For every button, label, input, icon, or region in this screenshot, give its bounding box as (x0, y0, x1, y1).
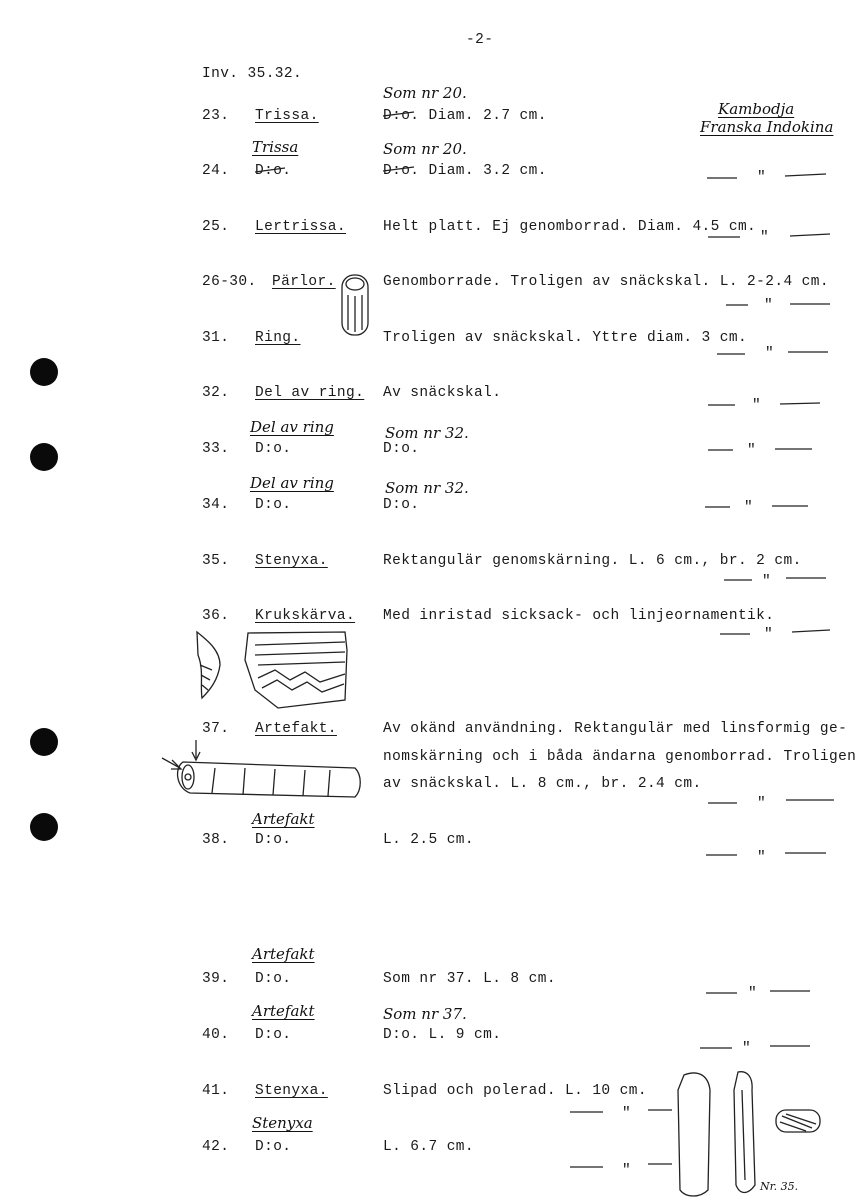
handwritten-desc: Som nr 20. (383, 140, 467, 158)
handwritten-name: Del av ring (250, 418, 334, 436)
entry-number: 35. (202, 553, 230, 569)
ditto-mark: " (622, 1163, 632, 1179)
handwritten-desc: Som nr 32. (385, 424, 469, 442)
entry-name: Artefakt. (255, 721, 337, 737)
entry-name: Krukskärva. (255, 608, 356, 624)
entry-name: D:o. (255, 497, 292, 513)
entry-desc: D:o. Diam. 2.7 cm. (383, 108, 547, 124)
entry-name: D:o. (255, 163, 292, 179)
entry-desc: L. 6.7 cm. (383, 1139, 475, 1155)
handwritten-name: Del av ring (250, 474, 334, 492)
entry-number: 26-30. (202, 274, 257, 290)
page-number: -2- (466, 32, 494, 48)
entry-desc: D:o. (383, 497, 420, 513)
ditto-mark: " (752, 398, 762, 414)
entry-number: 34. (202, 497, 230, 513)
entry-desc: Genomborrade. Troligen av snäckskal. L. 2-2.4 cm. (383, 274, 829, 290)
entry-desc: Troligen av snäckskal. Yttre diam. 3 cm. (383, 330, 748, 346)
entry-desc: Helt platt. Ej genomborrad. Diam. 4.5 cm. (383, 219, 757, 235)
entry-name: Ring. (255, 330, 301, 346)
entry-desc: D:o. L. 9 cm. (383, 1027, 502, 1043)
entry-desc: Som nr 37. L. 8 cm. (383, 971, 556, 987)
entry-name: Del av ring. (255, 385, 365, 401)
entry-number: 40. (202, 1027, 230, 1043)
handwritten-name: Artefakt (252, 810, 315, 828)
ditto-mark: " (744, 500, 754, 516)
entry-number: 24. (202, 163, 230, 179)
handwritten-name: Trissa (252, 138, 299, 156)
entry-number: 36. (202, 608, 230, 624)
entry-desc: Slipad och polerad. L. 10 cm. (383, 1083, 647, 1099)
handwritten-desc: Som nr 37. (383, 1005, 467, 1023)
entry-number: 25. (202, 219, 230, 235)
location-note-line2: Franska Indokina (700, 118, 834, 136)
entry-name: D:o. (255, 971, 292, 987)
entry-desc: Med inristad sicksack- och linjeornamentik. (383, 608, 775, 624)
entry-desc: D:o. (383, 441, 420, 457)
ditto-mark: " (757, 170, 767, 186)
entry-name: D:o. (255, 832, 292, 848)
ditto-mark: " (765, 346, 775, 362)
handwritten-name: Stenyxa (252, 1114, 313, 1132)
entry-desc: L. 2.5 cm. (383, 832, 475, 848)
entry-number: 39. (202, 971, 230, 987)
entry-number: 37. (202, 721, 230, 737)
inventory-number: Inv. 35.32. (202, 66, 303, 82)
entry-name: Pärlor. (272, 274, 336, 290)
handwritten-desc: Som nr 20. (383, 84, 467, 102)
figure-label: Nr. 35. (760, 1180, 799, 1193)
entry-number: 42. (202, 1139, 230, 1155)
entry-number: 32. (202, 385, 230, 401)
entry-desc-line: nomskärning och i båda ändarna genomborrad. Troligen (383, 749, 857, 765)
entry-name: Stenyxa. (255, 1083, 328, 1099)
ditto-mark: " (742, 1041, 752, 1057)
entry-desc: Rektangulär genomskärning. L. 6 cm., br. 2 cm. (383, 553, 802, 569)
entry-name: D:o. (255, 441, 292, 457)
entry-desc: Av snäckskal. (383, 385, 502, 401)
entry-number: 33. (202, 441, 230, 457)
entry-desc-line: av snäckskal. L. 8 cm., br. 2.4 cm. (383, 776, 702, 792)
ditto-mark: " (762, 574, 772, 590)
ditto-mark: " (757, 796, 767, 812)
ditto-mark: " (747, 443, 757, 459)
entry-desc: D:o. Diam. 3.2 cm. (383, 163, 547, 179)
ditto-mark: " (764, 627, 774, 643)
location-note-line1: Kambodja (718, 100, 795, 118)
entry-number: 41. (202, 1083, 230, 1099)
ditto-mark: " (760, 230, 770, 246)
ditto-mark: " (757, 850, 767, 866)
entry-number: 31. (202, 330, 230, 346)
handwritten-name: Artefakt (252, 945, 315, 963)
ditto-mark: " (764, 298, 774, 314)
entry-desc-line: Av okänd användning. Rektangulär med linsformig ge- (383, 721, 848, 737)
entry-name: Stenyxa. (255, 553, 328, 569)
handwritten-name: Artefakt (252, 1002, 315, 1020)
entry-number: 23. (202, 108, 230, 124)
ditto-mark: " (748, 986, 758, 1002)
entry-name: D:o. (255, 1027, 292, 1043)
entry-number: 38. (202, 832, 230, 848)
handwritten-desc: Som nr 32. (385, 479, 469, 497)
entry-name: Trissa. (255, 108, 319, 124)
entry-name: D:o. (255, 1139, 292, 1155)
ditto-mark: " (622, 1106, 632, 1122)
entry-name: Lertrissa. (255, 219, 347, 235)
